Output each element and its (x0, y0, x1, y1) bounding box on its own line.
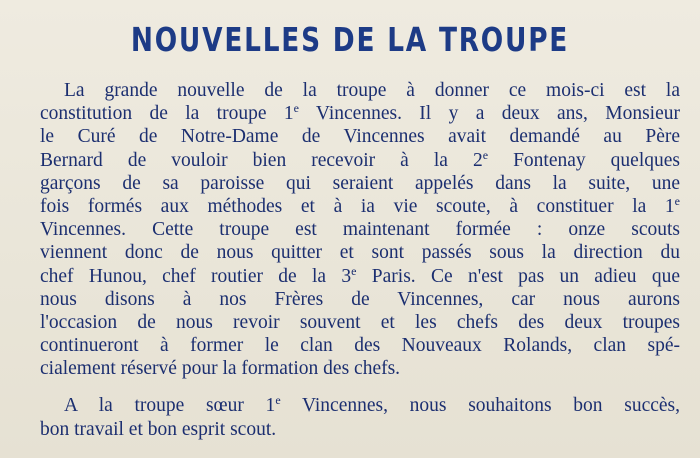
article-body (40, 79, 680, 441)
text-line: nous disons à nos Frères de Vincennes, car nous aurons (40, 288, 680, 310)
text-line: l'occasion de nous revoir souvent et les chefs des deux troupes (40, 311, 680, 333)
text-line: garçons de sa paroisse qui seraient appelés dans la suite, une (40, 172, 680, 194)
text-line: A la troupe sœur 1e Vincennes, nous souhaitons bon succès, (64, 393, 680, 417)
text-line: viennent donc de nous quitter et sont passés sous la direction du (40, 242, 680, 264)
text-line: Vincennes. Cette troupe est maintenant formée : onze scouts (40, 219, 680, 241)
paragraph-gap (40, 380, 680, 394)
text-line: cialement réservé pour la formation des chefs. (40, 358, 401, 380)
text-line: constitution de la troupe 1e Vincennes. Il y a deux ans, Monsieur (40, 101, 680, 125)
text-line: bon travail et bon esprit scout. (40, 418, 277, 440)
text-line: La grande nouvelle de la troupe à donner ce mois-ci est la (64, 80, 680, 101)
text-line: Bernard de vouloir bien recevoir à la 2e Fontenay quelques (40, 147, 680, 171)
text-line: continueront à former le clan des Nouveaux Rolands, clan spé- (40, 335, 680, 357)
text-line: le Curé de Notre-Dame de Vincennes avait demandé au Père (40, 126, 680, 148)
page-title: NOUVELLES DE LA TROUPE (130, 20, 570, 59)
paragraph-1 (40, 79, 680, 380)
paragraph-2 (40, 394, 680, 440)
text-line: chef Hunou, chef routier de la 3e Paris. Ce n'est pas un adieu que (40, 263, 680, 287)
text-line: fois formés aux méthodes et à ia vie scoute, à constituer la 1e (40, 193, 680, 217)
